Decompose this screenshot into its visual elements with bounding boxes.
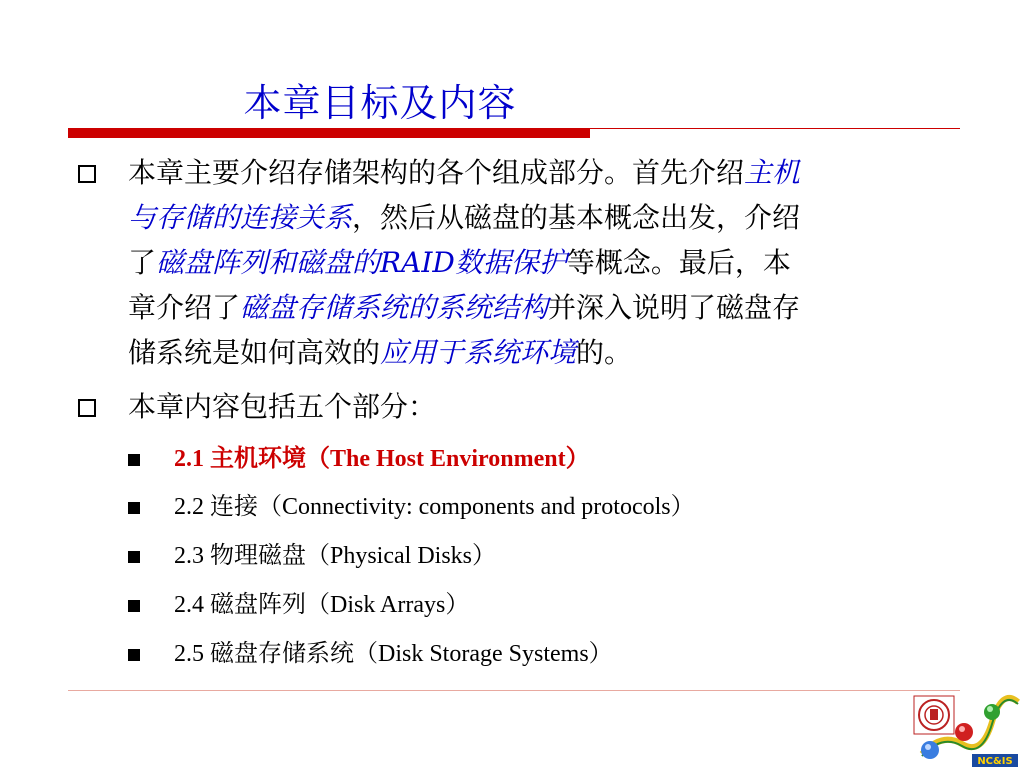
section-label: 2.5 磁盘存储系统（Disk Storage Systems）	[174, 641, 613, 667]
emphasized-term: 应用于系统环境	[380, 336, 577, 369]
ncis-logo	[912, 692, 1022, 768]
summary-text-run: 本章主要介绍存储架构的各个组成部分。首先介绍	[128, 156, 745, 189]
section-label: 2.2 连接（Connectivity: components and protocols）	[174, 494, 695, 520]
summary-line	[128, 285, 954, 330]
filled-square-bullet-icon	[128, 551, 140, 563]
filled-square-bullet-icon	[128, 454, 140, 466]
summary-text-run: 了	[128, 246, 157, 279]
summary-paragraph	[128, 150, 954, 375]
section-label: 2.1 主机环境（The Host Environment）	[174, 446, 590, 472]
summary-text-run: 等概念。最后，本	[566, 246, 791, 279]
hollow-square-bullet-icon	[78, 399, 96, 417]
logo-text: NC&IS	[977, 756, 1013, 767]
bullet-summary	[74, 150, 954, 380]
emphasized-term: 磁盘阵列和磁盘的RAID数据保护	[156, 246, 567, 279]
summary-line	[128, 330, 954, 375]
section-label: 2.3 物理磁盘（Physical Disks）	[174, 543, 497, 569]
section-label: 2.4 磁盘阵列（Disk Arrays）	[174, 592, 470, 618]
summary-line	[128, 150, 954, 195]
emphasized-term: 与存储的连接关系	[128, 201, 353, 234]
filled-square-bullet-icon	[128, 649, 140, 661]
emphasized-term: 磁盘存储系统的系统结构	[240, 291, 549, 324]
footer-divider	[68, 690, 960, 691]
summary-line	[128, 240, 954, 285]
title-underline-thick	[68, 128, 590, 138]
summary-text-run: ，然后从磁盘的基本概念出发，介绍	[352, 201, 801, 234]
summary-line	[128, 195, 954, 240]
summary-text-run: 章介绍了	[128, 291, 241, 324]
filled-square-bullet-icon	[128, 502, 140, 514]
hollow-square-bullet-icon	[78, 165, 96, 183]
summary-text-run: 的。	[576, 336, 633, 369]
summary-text-run: 并深入说明了磁盘存	[548, 291, 801, 324]
summary-text-run: 储系统是如何高效的	[128, 336, 381, 369]
title-underline-thin	[590, 128, 960, 129]
bullet-contents	[74, 384, 954, 429]
contents-intro: 本章内容包括五个部分：	[128, 390, 437, 423]
slide-title: 本章目标及内容	[243, 81, 517, 125]
filled-square-bullet-icon	[128, 600, 140, 612]
emphasized-term: 主机	[744, 156, 801, 189]
